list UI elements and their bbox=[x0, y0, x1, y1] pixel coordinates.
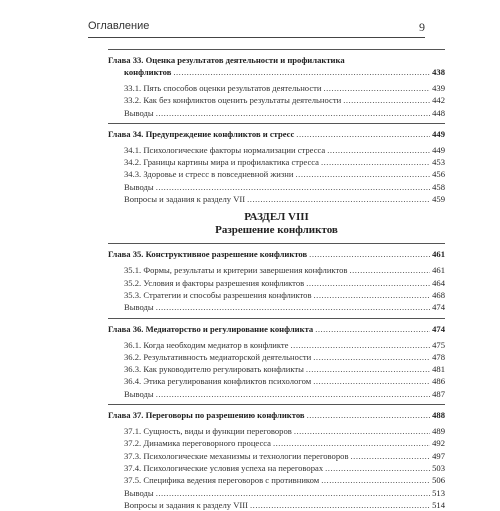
dot-leader bbox=[306, 277, 430, 289]
chapter-title[interactable]: Глава 36. Медиаторство и регулирование конфликта ..... 474 bbox=[108, 323, 445, 335]
section-item[interactable]: 37.4. Психологические условия успеха на переговорах ..... 503 bbox=[108, 462, 445, 474]
section-item[interactable]: Выводы ..... 487 bbox=[108, 388, 445, 400]
section-item[interactable]: 37.1. Сущность, виды и функции переговоров ..... 489 bbox=[108, 425, 445, 437]
page-number: 461 bbox=[432, 249, 445, 260]
page-number: 513 bbox=[432, 487, 445, 498]
header-page-number: 9 bbox=[419, 20, 425, 34]
running-header bbox=[88, 16, 425, 38]
dot-leader bbox=[156, 181, 430, 193]
chapter-33 bbox=[108, 49, 445, 119]
page-number: 475 bbox=[432, 339, 445, 350]
part-title: Разрешение конфликтов bbox=[215, 224, 338, 237]
section-item[interactable]: 33.2. Как без конфликтов оценить результаты деятельности ..... 442 bbox=[108, 94, 445, 106]
section-item[interactable]: 37.5. Специфика ведения переговоров с противником ..... 506 bbox=[108, 474, 445, 486]
dot-leader bbox=[156, 107, 430, 119]
section-item[interactable]: 36.2. Результативность медиаторской деятельности ..... 478 bbox=[108, 351, 445, 363]
dot-leader bbox=[307, 409, 431, 421]
chapter-37 bbox=[108, 404, 445, 511]
dot-leader bbox=[250, 499, 430, 511]
section-item[interactable]: Вопросы и задания к разделу VIII ..... 514 bbox=[108, 499, 445, 511]
section-item[interactable]: Выводы ..... 474 bbox=[108, 301, 445, 313]
page-number: 459 bbox=[432, 194, 445, 205]
section-item[interactable]: 37.2. Динамика переговорного процесса ..... 492 bbox=[108, 437, 445, 449]
section-item[interactable]: 37.3. Психологические механизмы и технологии переговоров ..... 497 bbox=[108, 450, 445, 462]
chapter-36 bbox=[108, 318, 445, 400]
dot-leader bbox=[343, 94, 430, 106]
header-rule bbox=[88, 37, 425, 38]
page-number: 474 bbox=[432, 323, 445, 334]
section-item[interactable]: Выводы ..... 448 bbox=[108, 107, 445, 119]
section-item[interactable]: Выводы ..... 458 bbox=[108, 181, 445, 193]
section-item[interactable]: 36.3. Как руководителю регулировать конфликты ..... 481 bbox=[108, 363, 445, 375]
dot-leader bbox=[247, 193, 430, 205]
page-number: 468 bbox=[432, 289, 445, 300]
dot-leader bbox=[306, 363, 430, 375]
page-number: 456 bbox=[432, 169, 445, 180]
page-number: 487 bbox=[432, 388, 445, 399]
dot-leader bbox=[351, 450, 431, 462]
page-number: 481 bbox=[432, 364, 445, 375]
dot-leader bbox=[291, 339, 431, 351]
section-item[interactable]: 34.1. Психологические факторы нормализации стресса ..... 449 bbox=[108, 144, 445, 156]
section-item[interactable]: 36.4. Этика регулирования конфликтов психологом ..... 486 bbox=[108, 375, 445, 387]
chapter-35 bbox=[108, 243, 445, 313]
section-item[interactable]: 34.3. Здоровье и стресс в повседневной жизни ..... 456 bbox=[108, 168, 445, 180]
chapter-title[interactable]: Глава 33. Оценка результатов деятельности и профилактика bbox=[108, 55, 345, 65]
page-number: 458 bbox=[432, 181, 445, 192]
dot-leader bbox=[314, 289, 431, 301]
dot-leader bbox=[156, 301, 430, 313]
page-number: 503 bbox=[432, 462, 445, 473]
dot-leader bbox=[309, 248, 430, 260]
part-number: РАЗДЕЛ VIII bbox=[244, 211, 309, 224]
page-number: 449 bbox=[432, 128, 445, 139]
dot-leader bbox=[296, 128, 430, 140]
page-number: 461 bbox=[432, 265, 445, 276]
page-number: 442 bbox=[432, 95, 445, 106]
page-number: 448 bbox=[432, 107, 445, 118]
section-item[interactable]: Выводы ..... 513 bbox=[108, 487, 445, 499]
chapter-title[interactable]: Глава 35. Конструктивное разрешение конфликтов ..... 461 bbox=[108, 248, 445, 260]
header-title: Оглавление bbox=[88, 20, 150, 32]
chapter-title-continued[interactable]: конфликтов ..... 438 bbox=[108, 66, 445, 78]
section-item[interactable]: 35.1. Формы, результаты и критерии завершения конфликтов ..... 461 bbox=[108, 264, 445, 276]
dot-leader bbox=[173, 66, 430, 78]
page-number: 486 bbox=[432, 376, 445, 387]
page-number: 449 bbox=[432, 144, 445, 155]
dot-leader bbox=[296, 168, 431, 180]
dot-leader bbox=[313, 351, 430, 363]
page-number: 506 bbox=[432, 475, 445, 486]
page-number: 497 bbox=[432, 450, 445, 461]
page-number: 514 bbox=[432, 499, 445, 510]
page-number: 464 bbox=[432, 277, 445, 288]
chapter-34 bbox=[108, 123, 445, 205]
page-number: 439 bbox=[432, 83, 445, 93]
section-item[interactable]: 33.1. Пять способов оценки результатов деятельности ..... 439 bbox=[108, 82, 445, 94]
dot-leader bbox=[156, 388, 430, 400]
dot-leader bbox=[294, 425, 430, 437]
dot-leader bbox=[349, 264, 430, 276]
page-number: 492 bbox=[432, 438, 445, 449]
table-of-contents bbox=[108, 47, 445, 511]
section-item[interactable]: 36.1. Когда необходим медиатор в конфликте ..... 475 bbox=[108, 339, 445, 351]
dot-leader bbox=[315, 323, 430, 335]
page-number: 478 bbox=[432, 351, 445, 362]
page-number: 453 bbox=[432, 157, 445, 168]
page-number: 488 bbox=[432, 410, 445, 421]
section-item[interactable]: 34.2. Границы картины мира и профилактика стресса ..... 453 bbox=[108, 156, 445, 168]
dot-leader bbox=[313, 375, 430, 387]
dot-leader bbox=[321, 156, 430, 168]
page-number: 438 bbox=[432, 67, 445, 77]
page-number: 474 bbox=[432, 302, 445, 313]
section-item[interactable]: 35.2. Условия и факторы разрешения конфликтов ..... 464 bbox=[108, 277, 445, 289]
dot-leader bbox=[323, 82, 430, 94]
page-number: 489 bbox=[432, 426, 445, 437]
section-item[interactable]: 35.3. Стратегии и способы разрешения конфликтов ..... 468 bbox=[108, 289, 445, 301]
chapter-title[interactable]: Глава 37. Переговоры по разрешению конфликтов ..... 488 bbox=[108, 409, 445, 421]
dot-leader bbox=[321, 474, 430, 486]
dot-leader bbox=[325, 462, 430, 474]
dot-leader bbox=[327, 144, 430, 156]
section-item[interactable]: Вопросы и задания к разделу VII ..... 459 bbox=[108, 193, 445, 205]
dot-leader bbox=[156, 487, 430, 499]
part-heading bbox=[108, 211, 445, 237]
dot-leader bbox=[273, 437, 430, 449]
chapter-title[interactable]: Глава 34. Предупреждение конфликтов и стресс ..... 449 bbox=[108, 128, 445, 140]
